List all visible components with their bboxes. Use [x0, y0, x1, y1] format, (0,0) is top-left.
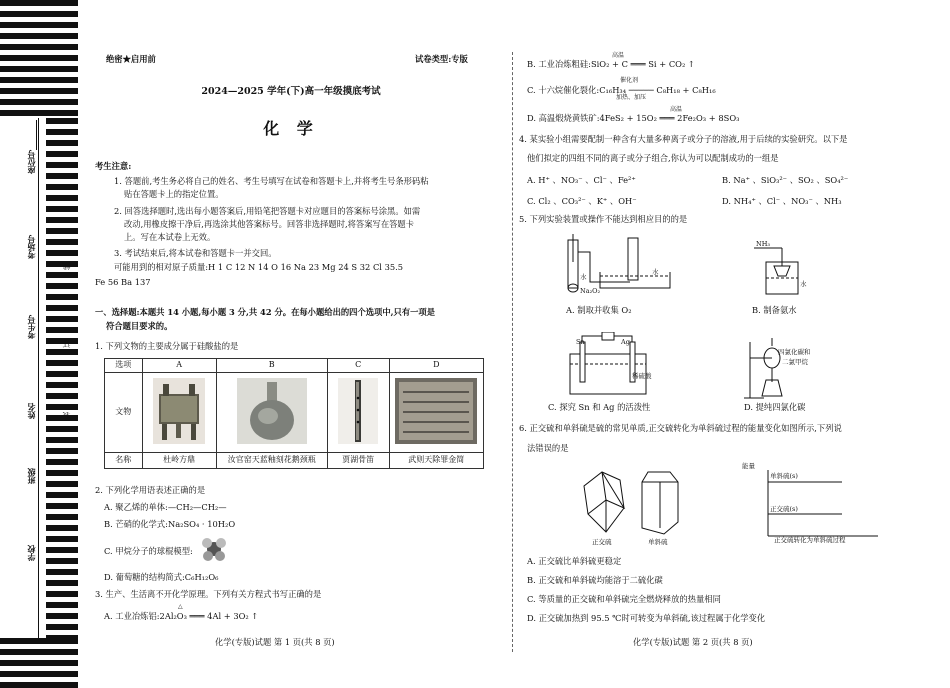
page-divider: [512, 52, 513, 652]
notice-line: 1. 答题前,考生务必将自己的姓名、考生号填写在试卷和答题卡上,并将考生号条形码粘: [114, 176, 429, 186]
notice-line: 3. 考试结束后,将本试卷和答题卡一并交回。: [114, 248, 277, 258]
apparatus-a-diagram: [560, 232, 680, 300]
option: B. 芒硝的化学式:Na₂SO₄ · 10H₂O: [104, 519, 236, 529]
table-header: D: [389, 359, 483, 373]
question-2: 2. 下列化学用语表述正确的是: [95, 485, 206, 495]
atomic-mass-line: Fe 56 Ba 137: [95, 277, 151, 287]
table-cell: 武则天除罪金简: [389, 453, 483, 469]
option: C. 等质量的正交硫和单斜硫完全燃烧释放的热量相同: [527, 594, 721, 604]
diagram-label: 正交硫: [592, 538, 612, 546]
sulfur-crystals-diagram: [580, 468, 690, 538]
option: D. 正交硫加热到 95.5 ℃时可转变为单斜硫,该过程属于化学变化: [527, 613, 766, 623]
diagram-label: NH₃: [756, 240, 770, 248]
option: C. Cl₂ 、CO₃²⁻ 、K⁺ 、OH⁻: [527, 196, 637, 206]
question-6-cont: 法错误的是: [527, 443, 569, 453]
atomic-mass-line: 可能用到的相对原子质量:H 1 C 12 N 14 O 16 Na 23 Mg 24 S 32 Cl 35.5: [114, 262, 404, 272]
table-cell: 名称: [105, 453, 143, 469]
option: B. Na⁺ 、SiO₃²⁻ 、SO₂ 、SO₄²⁻: [722, 175, 849, 185]
confidential-mark: 绝密★启用前: [106, 54, 156, 64]
table-cell: 文物: [105, 373, 143, 453]
candidate-number-label: 考生号: [26, 315, 36, 339]
name-label: 姓名: [26, 403, 36, 419]
barcode-stripes-inner: [46, 118, 78, 638]
question-4-cont: 他们拟定的四组不同的离子或分子组合,你认为可以配制成功的一组是: [527, 153, 779, 163]
reaction-condition: 高温: [670, 106, 683, 113]
section-heading: 一、选择题:本题共 14 小题,每小题 3 分,共 42 分。在每小题给出的四个选项中,只有一项是: [95, 307, 436, 317]
diagram-label: 稀硫酸: [632, 372, 652, 380]
figure-caption: B. 制备氨水: [752, 305, 797, 315]
figure-caption: D. 提纯四氯化碳: [744, 402, 806, 412]
axis-label: 正交硫转化为单斜硫过程: [774, 536, 846, 544]
notice-title: 考生注意:: [95, 161, 132, 171]
table-header: A: [142, 359, 216, 373]
table-header: B: [216, 359, 327, 373]
reaction-condition: 加热、加压: [616, 94, 647, 101]
option: D. 高温煅烧黄铁矿:4FeS₂ + 15O₂ ═══ 2Fe₂O₃ + 8SO₃: [527, 113, 740, 123]
question-1: 1. 下列文物的主要成分属于硅酸盐的是: [95, 341, 239, 351]
question-4: 4. 某实验小组需要配制一种含有大量多种离子或分子的溶液,用于后续的实验研究。以下是: [519, 134, 848, 144]
figure-caption: C. 探究 Sn 和 Ag 的活泼性: [548, 402, 651, 412]
section-heading: 符合题目要求的。: [106, 321, 173, 331]
page-footer: 化学(专版)试题 第 1 页(共 8 页): [215, 637, 335, 647]
question-6: 6. 正交硫和单斜硫是硫的常见单质,正交硫转化为单斜硫过程的能量变化如图所示,下列说: [519, 423, 842, 433]
reaction-condition: △: [178, 603, 183, 610]
diagram-label: Ag: [621, 338, 630, 346]
exam-title: 2024—2025 学年(下)高一年级摸底考试: [201, 86, 381, 97]
option: B. 工业冶炼粗硅:SiO₂ + C ═══ Si + CO₂ ↑: [527, 59, 695, 69]
question-5: 5. 下列实验装置或操作不能达到相应目的的是: [519, 214, 688, 224]
question-3: 3. 生产、生活离不开化学原理。下列有关方程式书写正确的是: [95, 589, 322, 599]
option: D. 葡萄糖的结构简式:C₆H₁₂O₆: [104, 572, 219, 582]
bone-flute-image: [338, 378, 378, 444]
relic-table: [104, 358, 484, 469]
notice-line: 改动,用橡皮擦干净后,再选涂其他答案标号。回答非选择题时,将答案写在答题卡: [124, 219, 415, 229]
relic-image-d: [389, 373, 483, 453]
table-header: C: [327, 359, 389, 373]
axis-label: 能量: [742, 462, 755, 470]
bronze-ding-image: [149, 378, 209, 444]
vase-image: [237, 378, 307, 444]
energy-level-label: 正交硫(s): [770, 505, 798, 513]
diagram-label: Sn: [576, 338, 585, 346]
methane-model-icon: [200, 536, 228, 562]
option: A. 正交硫比单斜硫更稳定: [527, 556, 622, 566]
relic-image-a: [142, 373, 216, 453]
apparatus-d-diagram: [744, 336, 804, 402]
school-label: 学校: [26, 545, 36, 561]
class-label: 班级: [26, 468, 36, 484]
binding-mark-install: 装: [62, 412, 71, 420]
diagram-label: 水: [580, 273, 587, 281]
diagram-label: 水: [652, 268, 659, 276]
option: C. 十六烷催化裂化:C₁₆H₃₄ ───── C₈H₁₈ + C₈H₁₆: [527, 85, 716, 95]
option: A. 工业冶炼铝:2Al₂O₃ ═══ 4Al + 3O₂ ↑: [104, 611, 259, 621]
sidebar-divider: [38, 118, 39, 638]
option: B. 正交硫和单斜硫均能溶于二硫化碳: [527, 575, 663, 585]
room-number-label: 考场号: [26, 235, 36, 259]
relic-image-b: [216, 373, 327, 453]
subject-title: 化 学: [263, 119, 319, 138]
binding-mark-order: 订: [62, 340, 71, 348]
notice-line: 2. 回答选择题时,选出每小题答案后,用铅笔把答题卡对应题目的答案标号涂黑。如需: [114, 206, 421, 216]
paper-type: 试卷类型:专版: [415, 54, 468, 64]
table-header: 选项: [105, 359, 143, 373]
option: C. 甲烷分子的球棍模型:: [104, 546, 193, 556]
notice-line: 贴在答题卡上的指定位置。: [124, 189, 224, 199]
table-cell: 贾湖骨笛: [327, 453, 389, 469]
figure-caption: A. 制取并收集 O₂: [566, 305, 632, 315]
diagram-label: 四氯化碳和: [778, 348, 811, 356]
option: A. 聚乙烯的单体:—CH₂—CH₂—: [104, 502, 227, 512]
page-footer: 化学(专版)试题 第 2 页(共 8 页): [633, 637, 753, 647]
diagram-label: 水: [800, 280, 807, 288]
diagram-label: Na₂O₂: [580, 287, 601, 295]
reaction-condition: 高温: [612, 52, 625, 59]
table-cell: 杜岭方鼎: [142, 453, 216, 469]
binding-mark-line: 线: [62, 262, 71, 270]
reaction-condition: 催化剂: [620, 77, 639, 84]
option: A. H⁺ 、NO₃⁻ 、Cl⁻ 、Fe²⁺: [527, 175, 636, 185]
gold-slip-image: [395, 378, 477, 444]
relic-image-c: [327, 373, 389, 453]
energy-level-label: 单斜硫(s): [770, 472, 798, 480]
diagram-label: 单斜硫: [648, 538, 668, 546]
diagram-label: 二氯甲烷: [782, 358, 808, 366]
table-cell: 汝官窑天蓝釉刻花鹅颈瓶: [216, 453, 327, 469]
seat-number-label: 座位号: [26, 150, 36, 174]
notice-line: 上。写在本试卷上无效。: [124, 232, 216, 242]
option: D. NH₄⁺ 、Cl⁻ 、NO₃⁻ 、NH₃: [722, 196, 842, 206]
